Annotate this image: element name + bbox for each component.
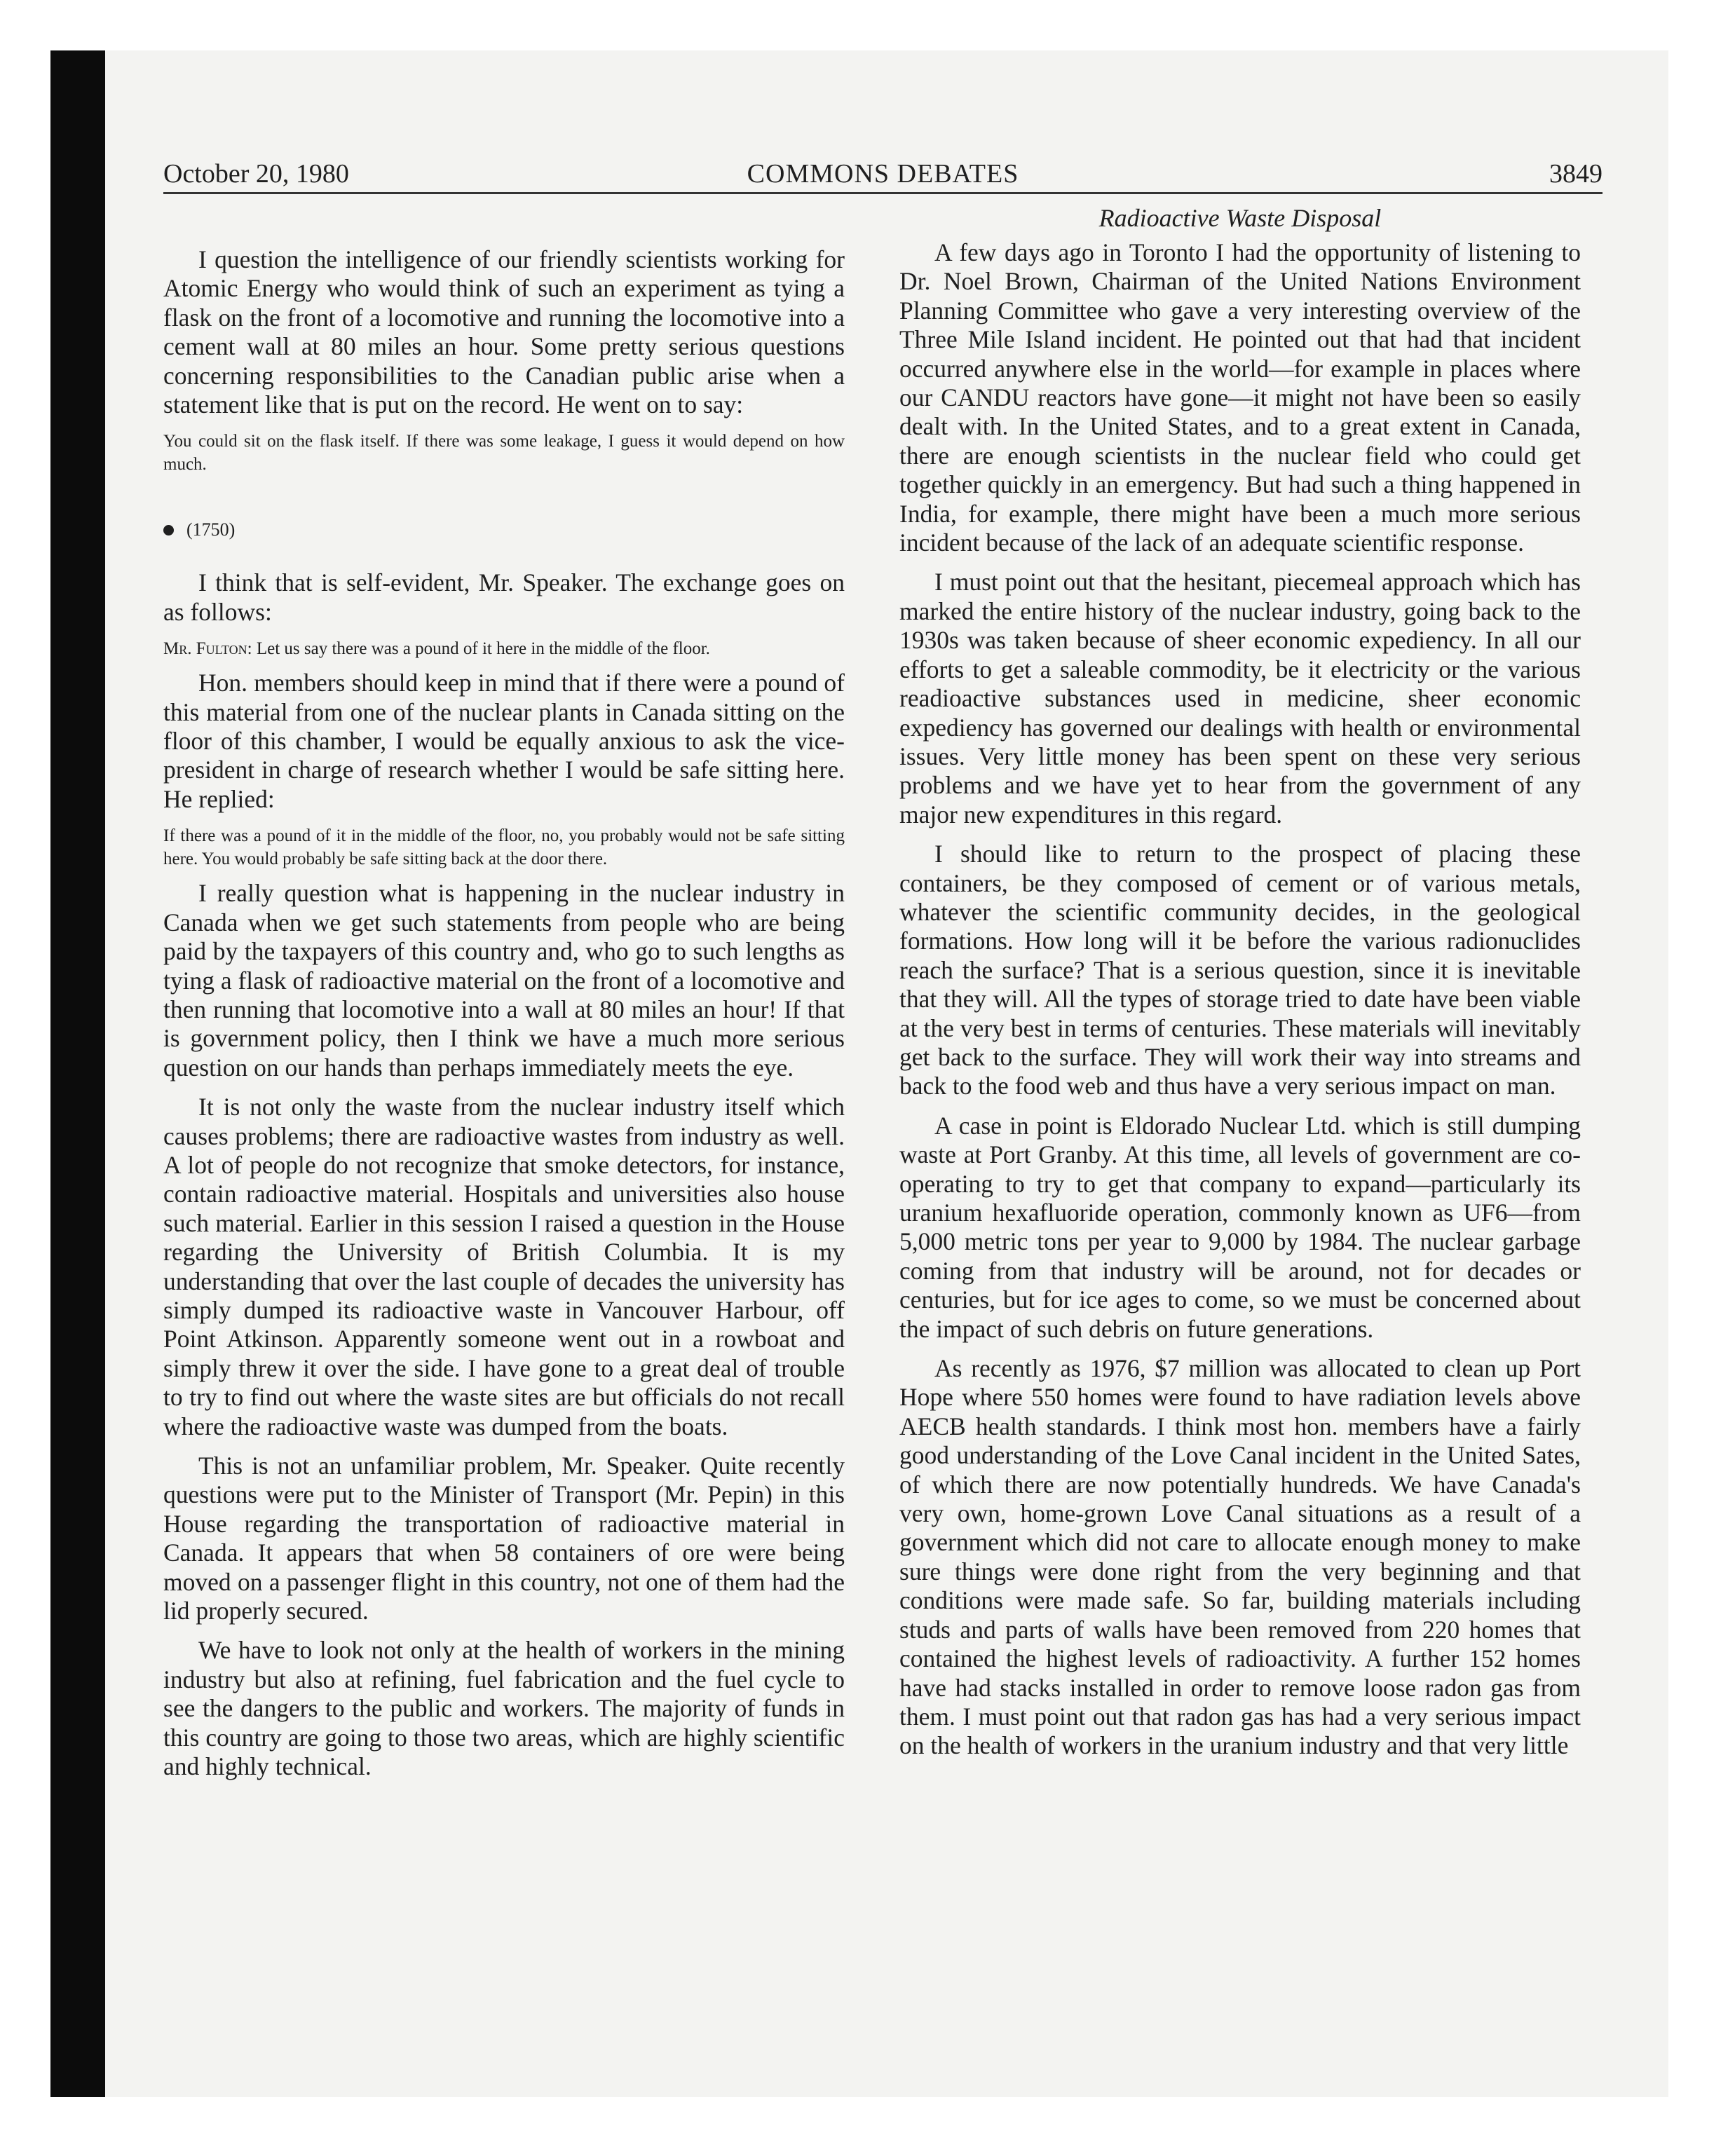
paragraph: I question the intelligence of our friendly scientists working for Atomic Energy who would think of such an experiment as tying a flask on the front of a locomotive and running the locomotive into a cement wall at 80 miles an hour. Some pretty serious questions concerning responsibilities to the Canadian public arise when a statement like that is put on the record. He went on to say: xyxy=(163,245,845,419)
bullet-icon xyxy=(163,525,174,535)
block-quote xyxy=(163,637,845,660)
publication-title: COMMONS DEBATES xyxy=(747,159,1019,189)
page-number: 3849 xyxy=(1549,159,1603,189)
section-heading: Radioactive Waste Disposal xyxy=(1098,204,1382,232)
paragraph: I really question what is happening in the nuclear industry in Canada when we get such statements from people who are being paid by the taxpayers of this country and, who go to such lengths as tying a flask of radioactive material on the front of a locomotive and then running that locomotive into a wall at 80 miles an hour! If that is government policy, then I think we have a much more serious question on our hands than perhaps immediately meets the eye. xyxy=(163,879,845,1082)
paragraph: A case in point is Eldorado Nuclear Ltd. which is still dumping waste at Port Granby. At this time, all levels of government are co-operating to try to get that company to expand—particularly its uranium hexafluoride operation, commonly known as UF6—from 5,000 metric tons per year to 9,000 by 1984. The nuclear garbage coming from that industry will be around, not for decades or centuries, but for ice ages to come, so we must be concerned about the impact of such debris on future generations. xyxy=(899,1111,1581,1343)
block-quote: You could sit on the flask itself. If there was some leakage, I guess it would depend on how much. xyxy=(163,432,845,475)
speaker-name: Mr. Fulton: xyxy=(163,639,252,659)
paragraph: It is not only the waste from the nuclear industry itself which causes problems; there are radioactive wastes from industry as well. A lot of people do not recognize that smoke detectors, for instance, contain radioactive material. Hospitals and universities also house such material. Earlier in this session I raised a question in the House regarding the University of British Columbia. It is my understanding that over the last couple of decades the university has simply dumped its radioactive waste in Vancouver Harbour, off Point Atkinson. Apparently someone went out in a rowboat and simply threw it over the side. I have gone to a great deal of trouble to try to find out where the waste sites are but officials do not recall where the radioactive waste was dumped from the boats. xyxy=(163,1093,845,1440)
left-column xyxy=(163,203,845,1792)
header-date: October 20, 1980 xyxy=(163,159,349,189)
page-header xyxy=(163,156,1603,194)
time-marker-text: (1750) xyxy=(186,519,236,540)
paragraph: As recently as 1976, $7 million was allocated to clean up Port Hope where 550 homes were found to have radiation levels above AECB health standards. I think most hon. members have a fairly good understanding of the Love Canal incident in the United Sates, of which there are now potentially hundreds. We have Canada's very own, home-grown Love Canal situations as a result of a government which did not care to allocate enough money to make sure things were done right from the very beginning and that conditions were made safe. So far, building materials including studs and parts of walls have been removed from 220 homes that contained the highest levels of radioactivity. A further 152 homes have had stacks installed in order to remove loose radon gas from them. I must point out that radon gas has had a very serious impact on the health of workers in the uranium industry and that very little xyxy=(899,1354,1581,1760)
time-marker xyxy=(163,518,845,542)
paragraph: We have to look not only at the health of workers in the mining industry but also at refining, fuel fabrication and the fuel cycle to see the dangers to the public and workers. The majority of funds in this country are going to those two areas, which are highly scientific and highly technical. xyxy=(163,1636,845,1781)
paragraph: Hon. members should keep in mind that if there were a pound of this material from one of the nuclear plants in Canada sitting on the floor of this chamber, I would be equally anxious to ask the vice-president in charge of research whether I would be safe sitting here. He replied: xyxy=(163,669,845,813)
paragraph: A few days ago in Toronto I had the opportunity of listening to Dr. Noel Brown, Chairman of the United Nations Environment Planning Committee who gave a very interesting overview of the Three Mile Island incident. He pointed out that had that incident occurred anywhere else in the world—for example in places where our CANDU reactors have gone—it might not have been so easily dealt with. In the United States, and to a great extent in Canada, there are enough scientists in the nuclear field who could get together quickly in an emergency. But had such a thing happened in India, for example, there might have been a much more serious incident because of the lack of an adequate scientific response. xyxy=(899,238,1581,557)
paragraph: I should like to return to the prospect of placing these containers, be they composed of cement or of various metals, whatever the scientific community decides, in the geological formations. How long will it be before the various radionuclides reach the surface? That is a serious question, since it is inevitable that they will. All the types of storage tried to date have been viable at the very best in terms of centuries. These materials will inevitably get back to the surface. They will work their way into streams and back to the food web and thus have a very serious impact on man. xyxy=(899,840,1581,1100)
paragraph: This is not an unfamiliar problem, Mr. Speaker. Quite recently questions were put to the Minister of Transport (Mr. Pepin) in this House regarding the transportation of radioactive material in Canada. It appears that when 58 containers of ore were being moved on a passenger flight in this country, not one of them had the lid properly secured. xyxy=(163,1452,845,1625)
paragraph: I must point out that the hesitant, piecemeal approach which has marked the entire history of the nuclear industry, going back to the 1930s was taken because of sheer economic expediency. In all our efforts to get a saleable commodity, be it electricity or the various readioactive substances used in medicine, sheer economic expediency has governed our dealings with health or environmental issues. Very little money has been spent on these very serious problems and we have yet to hear from the government of any major new expenditures in this regard. xyxy=(899,568,1581,828)
block-quote: If there was a pound of it in the middle of the floor, no, you probably would not be safe sitting here. You would probably be safe sitting back at the door there. xyxy=(163,826,845,869)
scan-black-border xyxy=(50,50,105,2097)
quote-text: Let us say there was a pound of it here in the middle of the floor. xyxy=(256,639,710,659)
paragraph: I think that is self-evident, Mr. Speaker. The exchange goes on as follows: xyxy=(163,568,845,626)
right-column xyxy=(899,203,1581,1771)
